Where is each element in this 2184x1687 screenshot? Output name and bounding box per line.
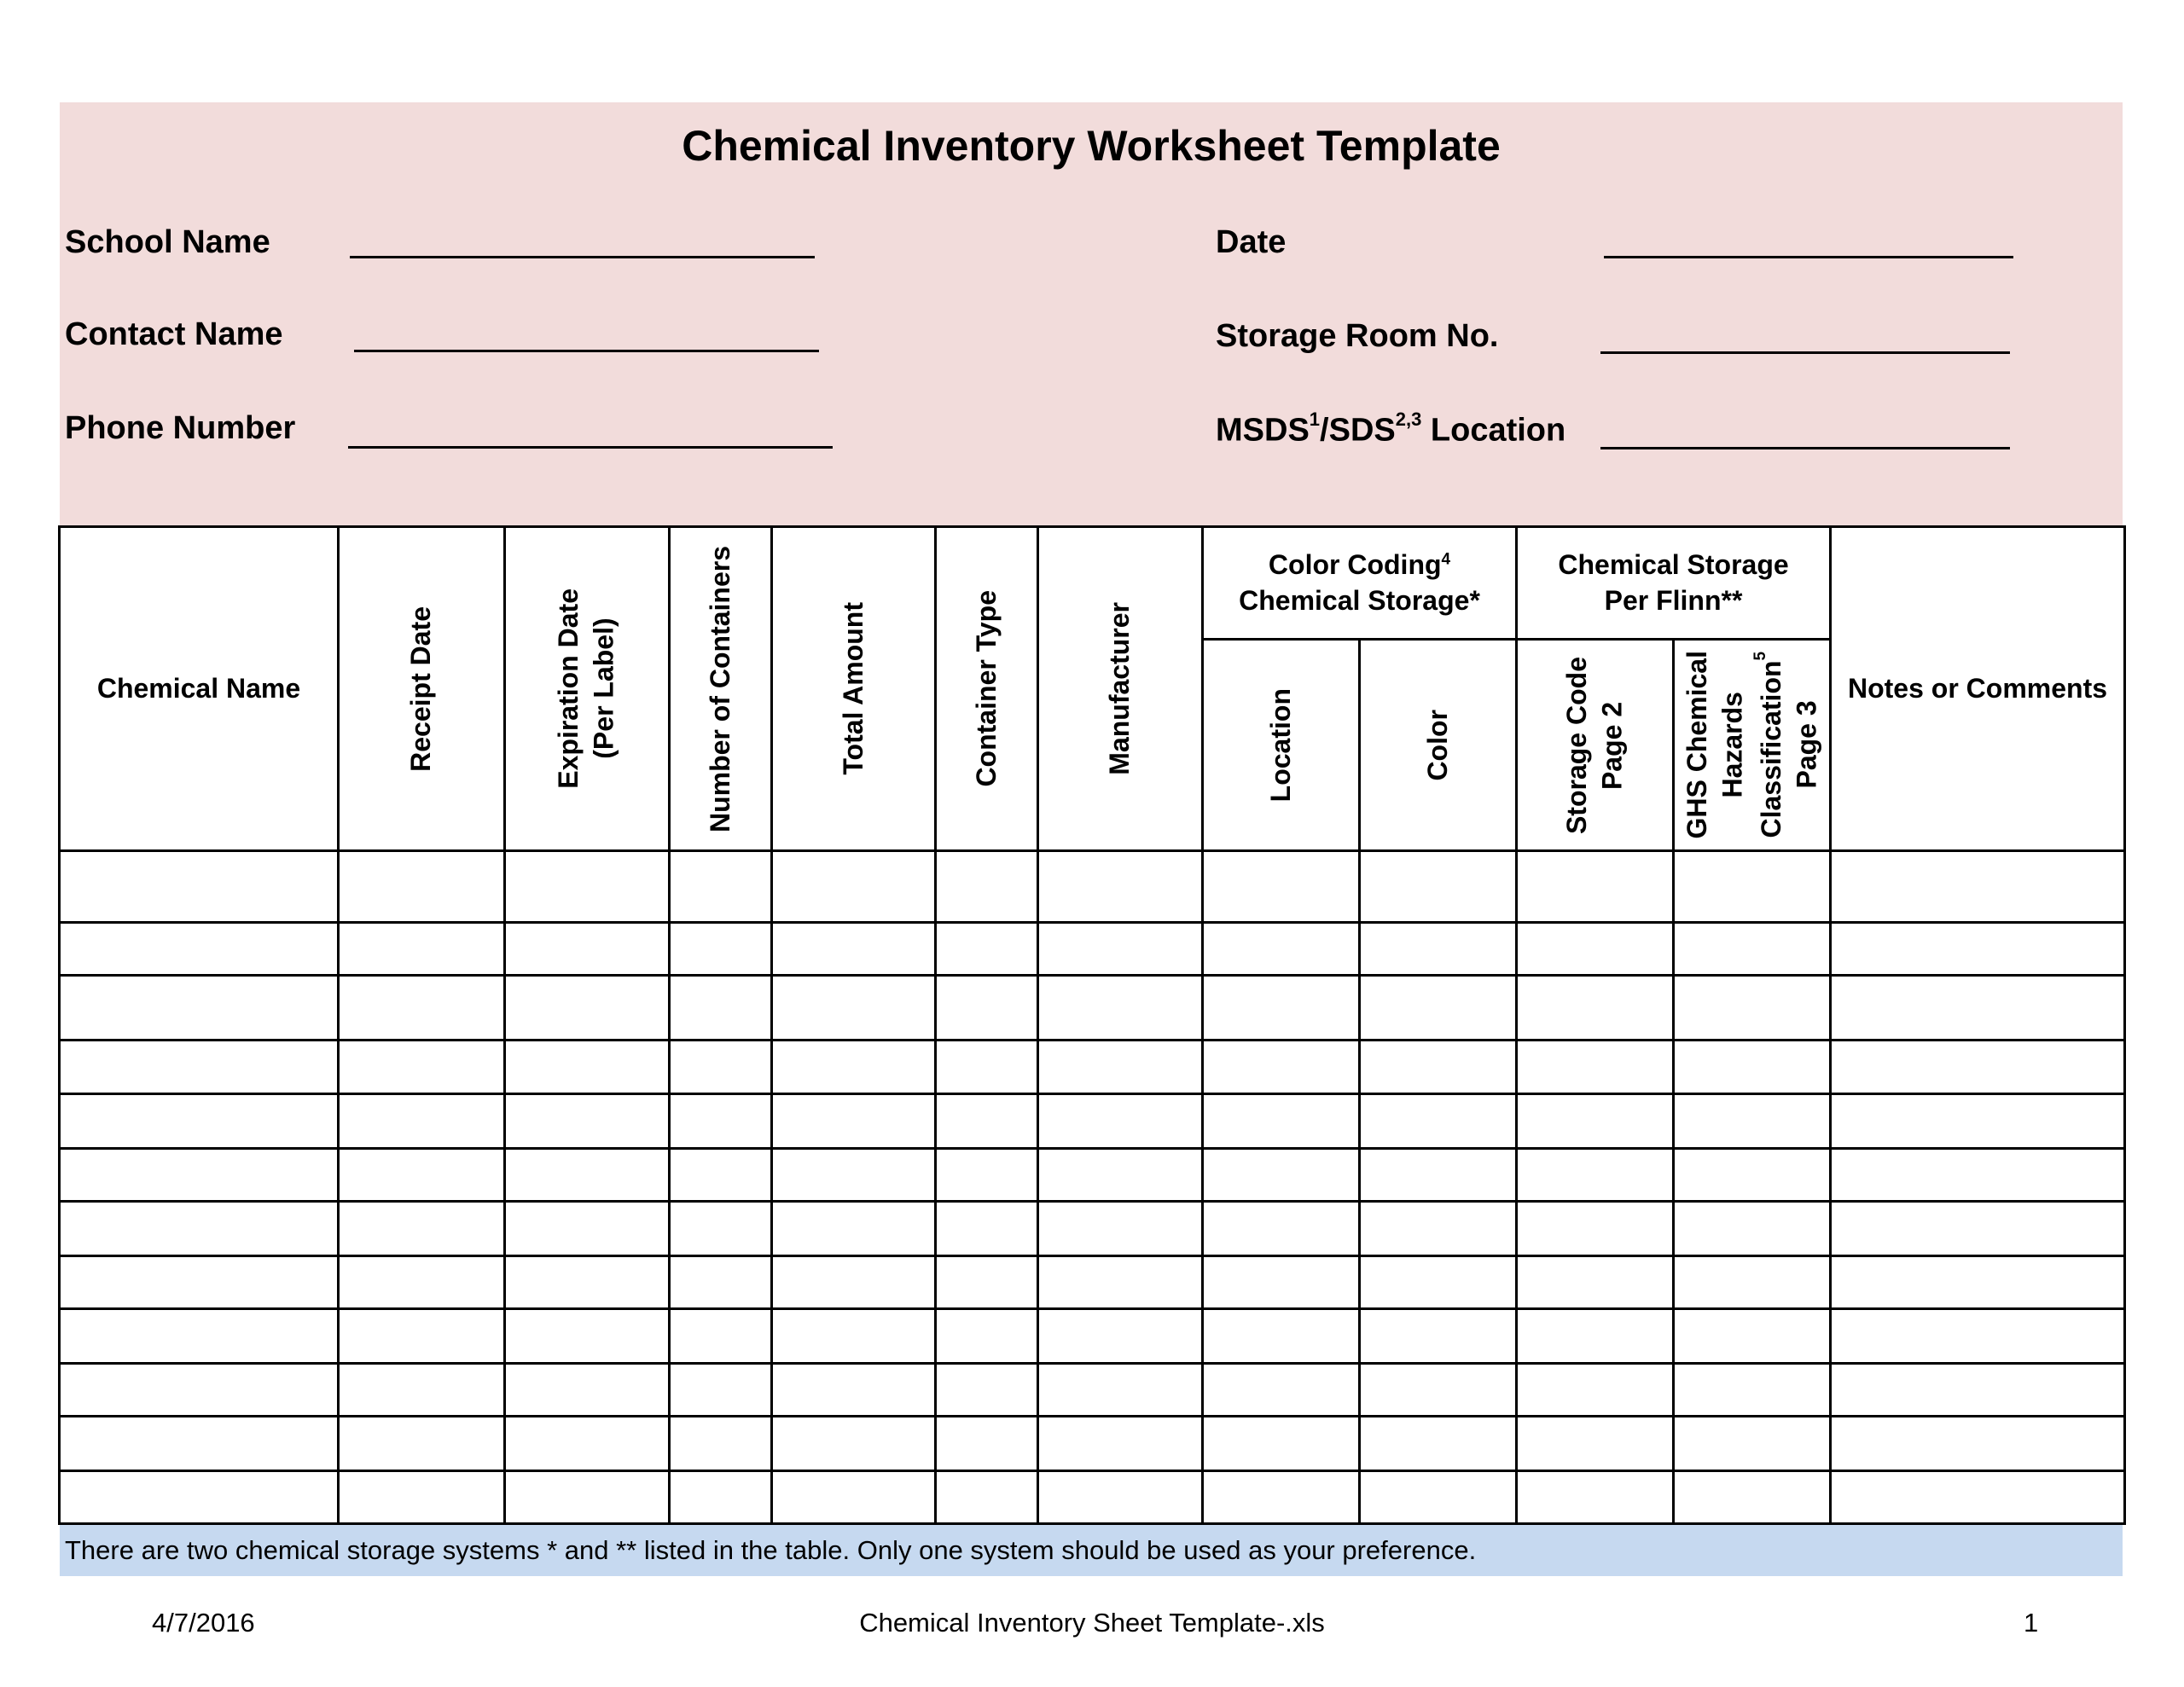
table-cell[interactable] xyxy=(339,1041,505,1093)
table-cell[interactable] xyxy=(772,1363,936,1416)
table-cell[interactable] xyxy=(505,1308,670,1363)
table-cell[interactable] xyxy=(1360,1470,1517,1523)
table-row xyxy=(60,1201,2125,1255)
table-cell[interactable] xyxy=(1831,1093,2125,1148)
table-cell[interactable] xyxy=(936,1308,1038,1363)
table-cell[interactable] xyxy=(936,1148,1038,1201)
table-cell[interactable] xyxy=(670,1308,772,1363)
table-cell[interactable] xyxy=(505,1470,670,1523)
table-cell[interactable] xyxy=(1038,1255,1203,1308)
table-cell[interactable] xyxy=(1674,1363,1831,1416)
table-cell[interactable] xyxy=(1203,1041,1360,1093)
table-cell[interactable] xyxy=(1203,1470,1360,1523)
phone-number-label: Phone Number xyxy=(65,410,296,446)
col-ghs-classification: GHS Chemical Hazards Classification$^5$ Page 3 xyxy=(1674,640,1831,851)
table-cell[interactable] xyxy=(1360,851,1517,923)
table-cell[interactable] xyxy=(1831,976,2125,1041)
table-cell[interactable] xyxy=(1203,1093,1360,1148)
table-cell[interactable] xyxy=(670,1201,772,1255)
table-cell[interactable] xyxy=(936,1041,1038,1093)
table-cell[interactable] xyxy=(1831,1308,2125,1363)
table-cell[interactable] xyxy=(1831,1363,2125,1416)
col-color: Color xyxy=(1360,640,1517,851)
inventory-table xyxy=(58,525,2126,1525)
table-cell[interactable] xyxy=(505,1201,670,1255)
table-cell[interactable] xyxy=(1831,1255,2125,1308)
table-cell[interactable] xyxy=(1360,1255,1517,1308)
col-total-amount: Total Amount xyxy=(772,527,936,851)
col-location: Location xyxy=(1203,640,1360,851)
table-cell[interactable] xyxy=(60,1148,339,1201)
table-cell[interactable] xyxy=(1038,1148,1203,1201)
table-cell[interactable] xyxy=(670,1093,772,1148)
table-cell[interactable] xyxy=(1517,851,1674,923)
col-storage-code: Storage Code Page 2 xyxy=(1517,640,1674,851)
table-cell[interactable] xyxy=(60,1041,339,1093)
footer-date: 4/7/2016 xyxy=(152,1608,255,1638)
table-cell[interactable] xyxy=(1203,1308,1360,1363)
table-row xyxy=(60,976,2125,1041)
table-cell[interactable] xyxy=(670,1470,772,1523)
table-cell[interactable] xyxy=(1203,923,1360,976)
msds-sds-location-label: MSDS$^1$/SDS$^{2,3}$ Location xyxy=(1216,409,1566,449)
table-cell[interactable] xyxy=(1517,976,1674,1041)
table-cell[interactable] xyxy=(1360,1363,1517,1416)
table-cell[interactable] xyxy=(1674,1201,1831,1255)
table-cell[interactable] xyxy=(60,851,339,923)
table-cell[interactable] xyxy=(60,923,339,976)
table-cell[interactable] xyxy=(1674,1470,1831,1523)
table-cell[interactable] xyxy=(1674,1416,1831,1470)
table-cell[interactable] xyxy=(1674,1093,1831,1148)
contact-name-label: Contact Name xyxy=(65,316,283,352)
table-cell[interactable] xyxy=(1831,923,2125,976)
table-cell[interactable] xyxy=(1517,1416,1674,1470)
table-row xyxy=(60,1470,2125,1523)
col-group-color-coding: Color Coding$^4$ Chemical Storage* xyxy=(1203,527,1517,640)
table-row xyxy=(60,1308,2125,1363)
table-cell[interactable] xyxy=(339,1470,505,1523)
table-cell[interactable] xyxy=(60,1470,339,1523)
table-cell[interactable] xyxy=(1831,1148,2125,1201)
table-cell[interactable] xyxy=(936,1093,1038,1148)
table-cell[interactable] xyxy=(1038,1308,1203,1363)
table-cell[interactable] xyxy=(772,1470,936,1523)
date-label: Date xyxy=(1216,224,1287,260)
table-row xyxy=(60,1093,2125,1148)
table-cell[interactable] xyxy=(1038,1363,1203,1416)
table-cell[interactable] xyxy=(936,1470,1038,1523)
table-cell[interactable] xyxy=(1517,1363,1674,1416)
table-cell[interactable] xyxy=(1831,1041,2125,1093)
table-cell[interactable] xyxy=(1517,923,1674,976)
table-cell[interactable] xyxy=(339,976,505,1041)
table-cell[interactable] xyxy=(772,1148,936,1201)
col-number-of-containers: Number of Containers xyxy=(670,527,772,851)
table-cell[interactable] xyxy=(505,923,670,976)
table-cell[interactable] xyxy=(505,1093,670,1148)
table-cell[interactable] xyxy=(339,1148,505,1201)
table-cell[interactable] xyxy=(1203,851,1360,923)
table-cell[interactable] xyxy=(505,1416,670,1470)
table-row xyxy=(60,1041,2125,1093)
table-cell[interactable] xyxy=(1203,1363,1360,1416)
table-cell[interactable] xyxy=(339,851,505,923)
table-cell[interactable] xyxy=(1831,1470,2125,1523)
table-cell[interactable] xyxy=(1517,1041,1674,1093)
table-cell[interactable] xyxy=(1203,1148,1360,1201)
table-cell[interactable] xyxy=(936,1416,1038,1470)
phone-number-line[interactable] xyxy=(348,446,833,449)
table-cell[interactable] xyxy=(1517,1093,1674,1148)
date-line[interactable] xyxy=(1604,256,2013,258)
table-cell[interactable] xyxy=(1360,1041,1517,1093)
header-panel xyxy=(60,102,2123,527)
table-cell[interactable] xyxy=(1517,1148,1674,1201)
table-cell[interactable] xyxy=(1203,1255,1360,1308)
table-cell[interactable] xyxy=(1203,1201,1360,1255)
table-cell[interactable] xyxy=(505,1363,670,1416)
table-cell[interactable] xyxy=(670,923,772,976)
table-cell[interactable] xyxy=(936,1255,1038,1308)
table-cell[interactable] xyxy=(670,1416,772,1470)
storage-systems-footnote: There are two chemical storage systems * and ** listed in the table. Only one system should be used as your preference. xyxy=(60,1525,2123,1576)
table-cell[interactable] xyxy=(1360,1148,1517,1201)
table-cell[interactable] xyxy=(339,1308,505,1363)
table-cell[interactable] xyxy=(339,1093,505,1148)
table-cell[interactable] xyxy=(1517,1470,1674,1523)
table-cell[interactable] xyxy=(505,1255,670,1308)
table-cell[interactable] xyxy=(1360,923,1517,976)
table-cell[interactable] xyxy=(60,1363,339,1416)
table-cell[interactable] xyxy=(60,1416,339,1470)
col-expiration-date: Expiration Date (Per Label) xyxy=(505,527,670,851)
table-cell[interactable] xyxy=(772,1093,936,1148)
footer-filename: Chemical Inventory Sheet Template-.xls xyxy=(859,1608,1325,1638)
table-cell[interactable] xyxy=(1517,1308,1674,1363)
table-cell[interactable] xyxy=(1203,976,1360,1041)
table-cell[interactable] xyxy=(1038,1201,1203,1255)
table-cell[interactable] xyxy=(1038,976,1203,1041)
table-cell[interactable] xyxy=(1831,851,2125,923)
table-cell[interactable] xyxy=(670,1255,772,1308)
table-cell[interactable] xyxy=(339,1363,505,1416)
table-cell[interactable] xyxy=(1038,923,1203,976)
table-cell[interactable] xyxy=(1674,851,1831,923)
table-cell[interactable] xyxy=(1360,976,1517,1041)
table-cell[interactable] xyxy=(936,851,1038,923)
school-name-label: School Name xyxy=(65,224,270,260)
table-cell[interactable] xyxy=(339,923,505,976)
contact-name-line[interactable] xyxy=(354,350,819,352)
col-receipt-date: Receipt Date xyxy=(339,527,505,851)
col-container-type: Container Type xyxy=(936,527,1038,851)
school-name-line[interactable] xyxy=(350,256,815,258)
table-cell[interactable] xyxy=(1360,1308,1517,1363)
table-cell[interactable] xyxy=(1517,1255,1674,1308)
table-cell[interactable] xyxy=(1674,976,1831,1041)
table-cell[interactable] xyxy=(670,1363,772,1416)
table-cell[interactable] xyxy=(670,851,772,923)
table-cell[interactable] xyxy=(936,1363,1038,1416)
table-row xyxy=(60,1255,2125,1308)
table-cell[interactable] xyxy=(670,1041,772,1093)
table-cell[interactable] xyxy=(772,1416,936,1470)
table-cell[interactable] xyxy=(772,1308,936,1363)
table-cell[interactable] xyxy=(505,1148,670,1201)
table-cell[interactable] xyxy=(1038,1041,1203,1093)
col-manufacturer: Manufacturer xyxy=(1038,527,1203,851)
table-cell[interactable] xyxy=(1203,1416,1360,1470)
table-cell[interactable] xyxy=(772,1255,936,1308)
table-cell[interactable] xyxy=(60,1093,339,1148)
table-cell[interactable] xyxy=(772,976,936,1041)
table-cell[interactable] xyxy=(60,1201,339,1255)
table-cell[interactable] xyxy=(670,976,772,1041)
table-cell[interactable] xyxy=(1038,1093,1203,1148)
table-cell[interactable] xyxy=(339,1255,505,1308)
table-cell[interactable] xyxy=(60,1255,339,1308)
table-cell[interactable] xyxy=(772,1041,936,1093)
table-cell[interactable] xyxy=(1360,1201,1517,1255)
table-cell[interactable] xyxy=(505,1041,670,1093)
col-group-flinn: Chemical Storage Per Flinn** xyxy=(1517,527,1831,640)
table-row xyxy=(60,1416,2125,1470)
table-cell[interactable] xyxy=(936,923,1038,976)
table-cell[interactable] xyxy=(339,1201,505,1255)
table-cell[interactable] xyxy=(1360,1416,1517,1470)
table-row xyxy=(60,1363,2125,1416)
footer-page-number: 1 xyxy=(2024,1608,2039,1638)
col-notes: Notes or Comments xyxy=(1831,527,2125,851)
table-cell[interactable] xyxy=(1674,1255,1831,1308)
document-title: Chemical Inventory Worksheet Template xyxy=(682,122,1501,170)
table-cell[interactable] xyxy=(1038,1416,1203,1470)
table-cell[interactable] xyxy=(772,923,936,976)
table-cell[interactable] xyxy=(1831,1201,2125,1255)
table-row xyxy=(60,851,2125,923)
table-cell[interactable] xyxy=(1360,1093,1517,1148)
table-cell[interactable] xyxy=(670,1148,772,1201)
table-cell[interactable] xyxy=(60,976,339,1041)
table-cell[interactable] xyxy=(339,1416,505,1470)
table-body xyxy=(60,527,2125,1524)
table-cell[interactable] xyxy=(1831,1416,2125,1470)
table-cell[interactable] xyxy=(936,976,1038,1041)
table-cell[interactable] xyxy=(1674,923,1831,976)
table-row xyxy=(60,1148,2125,1201)
table-cell[interactable] xyxy=(1674,1308,1831,1363)
table-cell[interactable] xyxy=(1674,1041,1831,1093)
table-cell[interactable] xyxy=(1038,1470,1203,1523)
col-chemical-name: Chemical Name xyxy=(60,527,339,851)
table-cell[interactable] xyxy=(936,1201,1038,1255)
table-row xyxy=(60,923,2125,976)
table-cell[interactable] xyxy=(1038,851,1203,923)
table-cell[interactable] xyxy=(772,1201,936,1255)
table-cell[interactable] xyxy=(505,851,670,923)
table-cell[interactable] xyxy=(772,851,936,923)
table-cell[interactable] xyxy=(1517,1201,1674,1255)
msds-sds-location-line[interactable] xyxy=(1600,447,2010,449)
table-cell[interactable] xyxy=(1674,1148,1831,1201)
storage-room-line[interactable] xyxy=(1600,351,2010,354)
table-cell[interactable] xyxy=(505,976,670,1041)
storage-room-label: Storage Room No. xyxy=(1216,318,1499,354)
table-cell[interactable] xyxy=(60,1308,339,1363)
